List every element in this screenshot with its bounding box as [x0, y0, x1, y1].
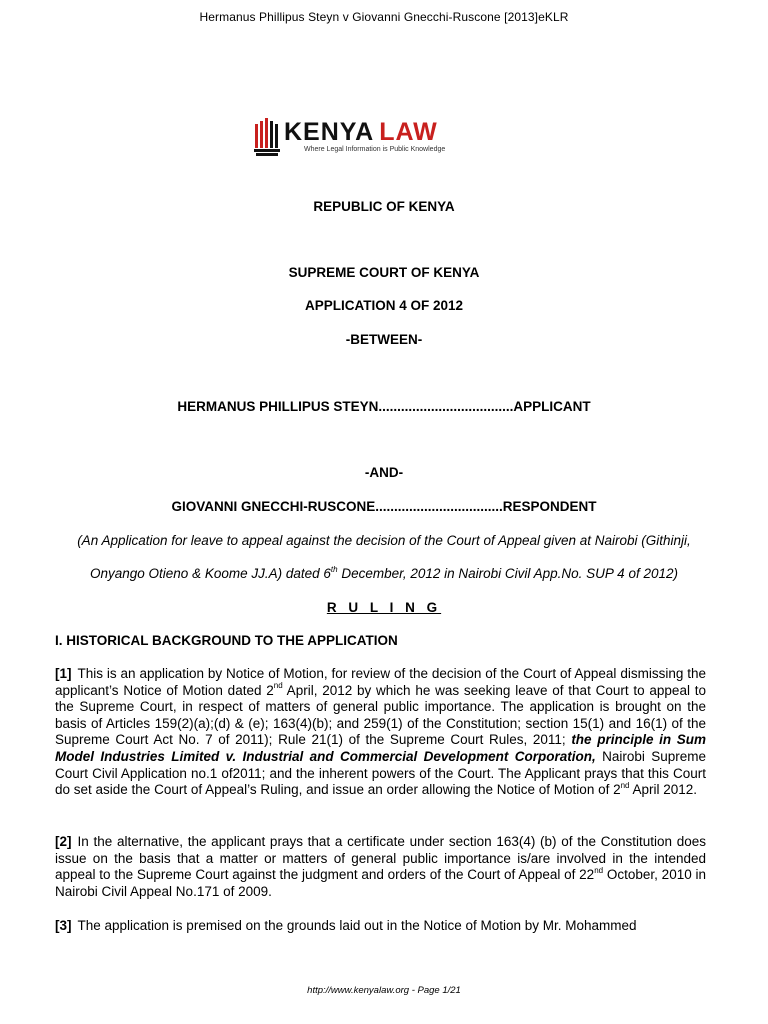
columns-logo-icon: [254, 118, 280, 156]
paragraph-number: [1]: [55, 666, 72, 681]
respondent-line: GIOVANNI GNECCHI-RUSCONE..................................RESPONDENT: [171, 499, 597, 514]
case-citation: the principle in Sum Model Industries Limited v. Industrial and Commercial Development Corporation,: [55, 732, 706, 764]
logo-wordmark: [284, 117, 438, 147]
paragraph-3: [3] The application is premised on the grounds laid out in the Notice of Motion by Mr. Mohammed: [55, 918, 637, 933]
section-heading: I. HISTORICAL BACKGROUND TO THE APPLICATION: [55, 633, 398, 648]
court-heading: SUPREME COURT OF KENYA: [288, 265, 480, 280]
ruling-title: R U L I N G: [326, 600, 442, 615]
paragraph-number: [3]: [55, 918, 72, 933]
kenya-law-logo: [254, 118, 464, 158]
logo-tagline: Where Legal Information is Public Knowledge: [304, 146, 446, 153]
logo-word-kenya: KENYA: [284, 118, 375, 146]
application-number: APPLICATION 4 OF 2012: [304, 298, 464, 313]
republic-heading: REPUBLIC OF KENYA: [313, 199, 455, 214]
logo-word-law: LAW: [379, 118, 438, 146]
paragraph-2: [2] In the alternative, the applicant prays that a certificate under section 163(4) (b) of the Constitution does issue on the basis that a matter or matters of general public importance is/are involved in the intended appeal to the Supreme Court against the judgment and orders of the Court of Appeal of 22nd October, 2010 in Nairobi Civil Appeal No.171 of 2009.: [55, 834, 706, 899]
between-label: -BETWEEN-: [345, 332, 423, 347]
applicant-line: HERMANUS PHILLIPUS STEYN....................................APPLICANT: [177, 399, 591, 414]
footer-page-link[interactable]: http://www.kenyalaw.org - Page 1/21: [307, 985, 461, 996]
application-description-line-1: (An Application for leave to appeal against the decision of the Court of Appeal given at Nairobi (Githinji,: [77, 533, 691, 548]
paragraph-number: [2]: [55, 834, 72, 849]
application-description-line-2: Onyango Otieno & Koome JJ.A) dated 6th December, 2012 in Nairobi Civil App.No. SUP 4 of 2012): [90, 564, 678, 581]
and-label: -AND-: [364, 465, 404, 480]
paragraph-1: [1] This is an application by Notice of Motion, for review of the decision of the Court of Appeal dismissing the applicant’s Notice of Motion dated 2nd April, 2012 by which he was seeking leave of that Court to appeal to the Supreme Court, in respect of matters of general public importance. The application is brought on the basis of Articles 159(2)(a);(d) & (e); 163(4)(b); and 259(1) of the Constitution; section 15(1) and 16(1) of the Supreme Court Act No. 7 of 2011); Rule 21(1) of the Supreme Court Rules, 2011; the principle in Sum Model Industries Limited v. Industrial and Commercial Development Corporation, Nairobi Supreme Court Civil Application no.1 of2011; and the inherent powers of the Court. The Applicant prays that this Court do set aside the Court of Appeal’s Ruling, and issue an order allowing the Notice of Motion of 2nd April 2012.: [55, 666, 707, 798]
running-header: Hermanus Phillipus Steyn v Giovanni Gnecchi-Ruscone [2013]eKLR: [199, 10, 569, 24]
